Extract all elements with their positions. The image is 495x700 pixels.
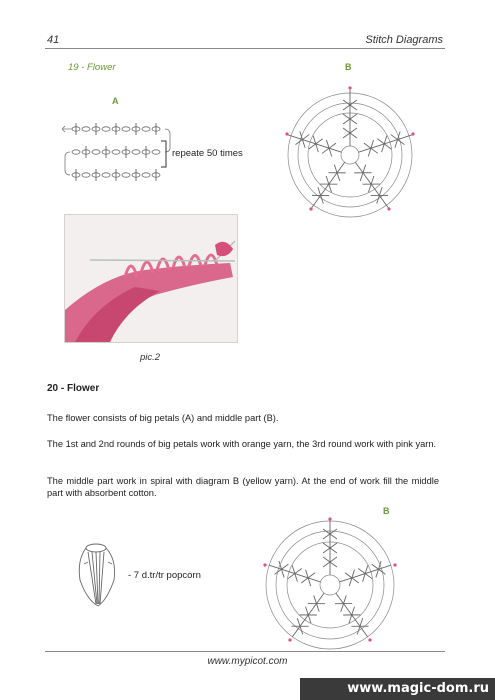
diagram-a-chains	[60, 118, 175, 186]
diagram-b-label-top: B	[345, 62, 352, 72]
footer-rule	[45, 651, 445, 652]
popcorn-legend-text: - 7 d.tr/tr popcorn	[128, 570, 201, 581]
paragraph-2: The 1st and 2nd rounds of big petals work with orange yarn, the 3rd round work with pink yarn.	[47, 439, 437, 449]
diagram-b-label-bottom: B	[383, 506, 390, 516]
section-19-title: 19 - Flower	[68, 62, 116, 73]
diagram-b-top	[280, 80, 420, 225]
header-title: Stitch Diagrams	[365, 34, 443, 46]
popcorn-stitch-icon	[72, 540, 124, 608]
diagram-b-bottom	[258, 513, 403, 655]
page-number: 41	[47, 34, 60, 46]
paragraph-3: The middle part work in spiral with diagram B (yellow yarn). At the end of work fill the middle part with absorbent cotton.	[47, 476, 439, 498]
photo-caption: pic.2	[140, 352, 161, 363]
footer-url[interactable]: www.mypicot.com	[207, 656, 288, 667]
section-20-title: 20 - Flower	[47, 383, 100, 394]
repeat-bracket	[160, 140, 170, 168]
header-rule	[45, 48, 445, 49]
knitted-flower-photo	[64, 214, 238, 343]
photo-illustration	[65, 215, 237, 342]
watermark-banner	[300, 678, 495, 700]
watermark-text: www.magic-dom.ru	[347, 681, 489, 696]
paragraph-1: The flower consists of big petals (A) and middle part (B).	[47, 413, 279, 423]
diagram-a-label: A	[112, 96, 119, 106]
repeat-note: repeate 50 times	[172, 148, 243, 159]
